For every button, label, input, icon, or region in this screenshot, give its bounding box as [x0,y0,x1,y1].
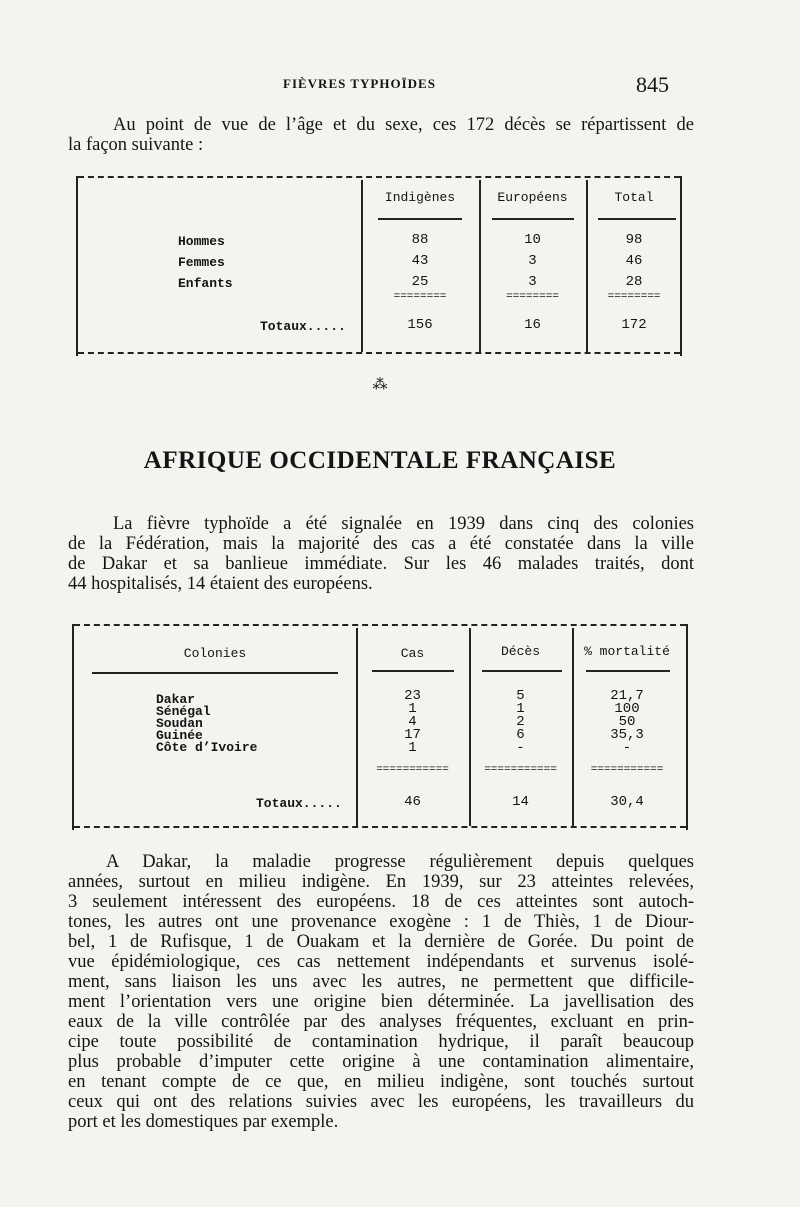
header-underline [492,218,574,220]
table-border-top [78,176,680,178]
table-cell: 1 [516,701,525,717]
text-line: port et les domestiques par exemple. [68,1112,339,1132]
header-underline [586,670,670,672]
sum-separator: ======== [607,291,661,303]
table-cell: 100 [614,701,640,717]
table-cell: - [622,740,632,756]
intro-paragraph [68,115,694,155]
total-cell: 16 [524,317,541,333]
text-line: A Dakar, la maladie progresse régulièrement depuis quelques [106,852,694,872]
header-underline [378,218,462,220]
row-label: Sénégal [156,704,211,719]
text-line: ceux qui ont des relations suivies avec les européens, les travailleurs du [68,1092,694,1112]
table-border-top [74,624,686,626]
table-cell: 46 [625,253,643,269]
total-cell: 14 [512,794,529,810]
table-cell: 10 [524,232,541,248]
text-line: vue épidémiologique, ces cas nettement indépendants et survenus isolé- [68,952,694,972]
age-sex-table [76,176,682,356]
table-cell: 4 [408,714,417,730]
sum-separator: ======== [393,291,447,303]
colonies-table [72,624,688,830]
row-label: Hommes [178,234,225,249]
column-header: Cas [400,646,425,661]
sum-separator: =========== [484,764,557,776]
running-title: FIÈVRES TYPHOÏDES [283,76,436,91]
totals-label: Totaux..... [260,319,346,334]
asterism-ornament: ⁂ [372,377,388,393]
total-cell: 172 [621,317,647,333]
table-cell: 88 [411,232,429,248]
column-header: % mortalité [584,644,670,659]
section-title: AFRIQUE OCCIDENTALE FRANÇAISE [143,447,617,474]
text-line: ment l’orientation vers une origine bien déterminée. La javellisation des [68,992,694,1012]
text-line: bel, 1 de Rufisque, 1 de Ouakam et la dernière de Gorée. Du point de [68,932,694,952]
table-cell: 3 [528,253,537,269]
text-line: Au point de vue de l’âge et du sexe, ces 172 décès se répartissent de [113,115,694,135]
table-cell: 1 [408,740,417,756]
text-line: de la Fédération, mais la majorité des cas a été constatée dans la ville [68,534,694,554]
header-underline [372,670,454,672]
column-header: Européens [497,190,568,205]
sum-separator: =========== [590,764,664,776]
row-label: Dakar [156,692,196,707]
table-cell: 43 [411,253,429,269]
table-cell: 35,3 [610,727,644,743]
table-cell: 50 [618,714,636,730]
table-cell: 28 [625,274,643,290]
totals-label: Totaux..... [256,796,342,811]
column-header: Colonies [183,646,247,661]
text-line: 3 seulement intéressent des européens. 18 de ces atteintes sont autoch- [68,892,694,912]
text-line: années, surtout en milieu indigène. En 1939, sur 23 atteintes relevées, [68,872,694,892]
sum-separator: ======== [506,291,559,303]
table-cell: 5 [516,688,525,704]
text-line: eaux de la ville contrôlée par des analyses fréquentes, excluant en prin- [68,1012,694,1032]
text-line: plus probable d’imputer cette origine à une contamination alimentaire, [68,1052,694,1072]
column-header: Décès [500,644,540,659]
text-line: La fièvre typhoïde a été signalée en 1939 dans cinq des colonies [113,514,694,534]
paragraph [68,852,694,1132]
row-label: Soudan [156,716,203,731]
table-cell: 1 [408,701,417,717]
header-underline [598,218,676,220]
sum-separator: =========== [376,764,449,776]
page-header [0,72,800,102]
total-cell: 30,4 [610,794,644,810]
row-label: Femmes [178,255,225,270]
text-line: cipe toute possibilité de contamination hydrique, il paraît beaucoup [68,1032,694,1052]
table-cell: 21,7 [610,688,644,704]
row-label: Guinée [156,728,203,743]
header-underline [92,672,338,674]
table-border-bottom [74,826,686,828]
text-line: de Dakar et sa banlieue immédiate. Sur les 46 malades traités, dont [68,554,694,574]
table-cell: 3 [528,274,537,290]
total-cell: 156 [407,317,433,333]
table-cell: 2 [516,714,525,730]
table-cell: - [516,740,525,756]
paragraph [68,514,694,594]
table-border-bottom [78,352,680,354]
table-cell: 98 [625,232,643,248]
text-line: tones, les autres ont une provenance exogène : 1 de Thiès, 1 de Diour- [68,912,694,932]
table-cell: 23 [404,688,421,704]
header-underline [482,670,562,672]
table-cell: 6 [516,727,525,743]
text-line: en tenant compte de ce que, en milieu indigène, sont touchés surtout [68,1072,694,1092]
text-line: 44 hospitalisés, 14 étaient des européens. [68,574,373,594]
row-label: Enfants [178,276,233,291]
column-header: Total [614,190,654,205]
row-label: Côte d’Ivoire [156,740,258,755]
text-line: la façon suivante : [68,135,204,155]
table-cell: 17 [404,727,421,743]
table-cell: 25 [411,274,429,290]
page-number: 845 [636,72,669,97]
column-header: Indigènes [384,190,456,205]
text-line: ment, sans liaison les uns avec les autres, ne permettent que difficile- [68,972,694,992]
total-cell: 46 [404,794,421,810]
